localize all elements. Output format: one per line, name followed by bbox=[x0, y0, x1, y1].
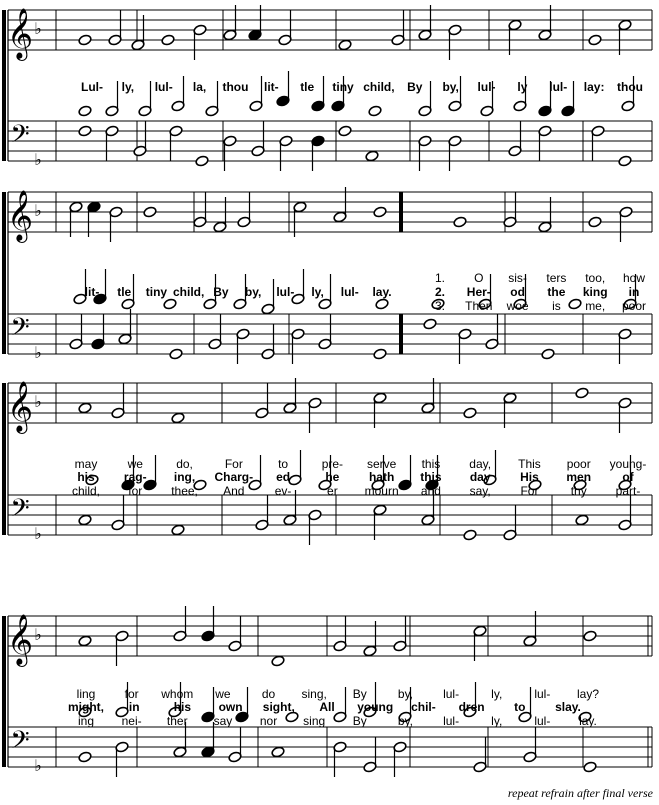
refrain-lyric: lay. bbox=[372, 285, 392, 299]
verse-1-lyric: lul- bbox=[443, 687, 460, 701]
system-bracket bbox=[2, 10, 6, 161]
verse-3-lyric: sing bbox=[303, 714, 326, 728]
treble-note bbox=[78, 635, 92, 647]
verse-2-lyric: his bbox=[173, 700, 192, 714]
verse-2-lyric: ing, bbox=[173, 470, 196, 484]
verse-3-lyric: say, bbox=[469, 484, 491, 498]
refrain-lyric: by, bbox=[442, 80, 459, 94]
flat-key-signature-icon: ♭ bbox=[34, 392, 42, 411]
verse-1-lyric: we bbox=[215, 687, 231, 701]
verse-1-lyric: sing, bbox=[301, 687, 327, 701]
bass-note bbox=[618, 155, 632, 167]
verse-2-lyric: Charg- bbox=[214, 470, 254, 484]
verse-3-lyric: poor bbox=[621, 299, 647, 313]
repeat-barline bbox=[399, 192, 403, 232]
verse-2-lyric: this bbox=[420, 470, 442, 484]
bass-upper-note bbox=[78, 105, 92, 117]
treble-note bbox=[373, 206, 387, 218]
flat-key-signature-icon: ♭ bbox=[34, 19, 42, 38]
verse-2-lyric: in bbox=[628, 285, 640, 299]
verse-3-lyric: er bbox=[327, 484, 338, 498]
treble-note bbox=[78, 34, 92, 46]
bass-note bbox=[171, 524, 185, 536]
verse-1-lyric: pre- bbox=[321, 457, 344, 471]
verse-1-lyric: ly, bbox=[491, 687, 503, 701]
verse-3-lyric: lul- bbox=[534, 714, 551, 728]
verse-2-lyric: rag- bbox=[123, 470, 147, 484]
verse-3-lyric: part- bbox=[615, 484, 641, 498]
verse-2-lyric: sight, bbox=[262, 700, 295, 714]
footer-note: repeat refrain after final verse bbox=[507, 786, 653, 800]
verse-2-lyric: All bbox=[319, 700, 335, 714]
verse-1-lyric: this bbox=[421, 457, 441, 471]
bass-note bbox=[78, 125, 92, 137]
verse-2-lyric: of bbox=[622, 470, 634, 484]
verse-1-lyric: ters bbox=[546, 271, 567, 285]
bass-note bbox=[575, 514, 589, 526]
treble-note bbox=[271, 655, 285, 667]
verse-3-lyric: say bbox=[213, 714, 233, 728]
refrain-lyric: lay: bbox=[583, 80, 605, 94]
verse-3-lyric: 3. bbox=[434, 299, 446, 313]
refrain-lyric: thou bbox=[222, 80, 249, 94]
treble-note bbox=[463, 407, 477, 419]
treble-note bbox=[338, 39, 352, 51]
repeat-barline bbox=[399, 314, 403, 354]
verse-3-lyric: for bbox=[128, 484, 143, 498]
treble-clef-icon: 𝄞 bbox=[6, 190, 34, 241]
verse-1-lyric: whom bbox=[161, 687, 194, 701]
verse-1-lyric: young- bbox=[609, 457, 647, 471]
system-bracket bbox=[2, 192, 6, 354]
treble-note bbox=[171, 412, 185, 424]
treble-note bbox=[453, 216, 467, 228]
refrain-lyric: Lul- bbox=[81, 80, 103, 94]
bass-note bbox=[169, 348, 183, 360]
verse-1-lyric: by, bbox=[397, 687, 414, 701]
refrain-lyric: by, bbox=[244, 285, 262, 299]
refrain-lyric: tiny bbox=[332, 80, 354, 94]
treble-clef-icon: 𝄞 bbox=[6, 614, 34, 665]
verse-3-lyric: and bbox=[420, 484, 441, 498]
verse-3-lyric: lul- bbox=[443, 714, 460, 728]
verse-1-lyric: By bbox=[352, 687, 367, 701]
refrain-lyric: lul- bbox=[477, 80, 496, 94]
refrain-lyric: lul- bbox=[154, 80, 173, 94]
verse-3-lyric: ev- bbox=[274, 484, 292, 498]
verse-1-lyric: day, bbox=[469, 457, 492, 471]
verse-1-lyric: do, bbox=[176, 457, 193, 471]
verse-2-lyric: dren bbox=[458, 700, 485, 714]
verse-1-lyric: ling bbox=[76, 687, 96, 701]
verse-1-lyric: poor bbox=[566, 457, 591, 471]
verse-1-lyric: do bbox=[261, 687, 276, 701]
verse-2-lyric: hath bbox=[368, 470, 395, 484]
bass-clef-icon: 𝄢 bbox=[10, 494, 30, 529]
verse-3-lyric: nor bbox=[259, 714, 278, 728]
refrain-lyric: lit- bbox=[84, 285, 100, 299]
verse-3-lyric: ing bbox=[77, 714, 95, 728]
bass-note bbox=[541, 348, 555, 360]
verse-2-lyric: in bbox=[128, 700, 140, 714]
refrain-lyric: By bbox=[213, 285, 229, 299]
bass-note bbox=[78, 751, 92, 763]
refrain-lyric: tiny bbox=[145, 285, 168, 299]
verse-1-lyric: for bbox=[124, 687, 139, 701]
verse-2-lyric: men bbox=[566, 470, 592, 484]
bass-note bbox=[78, 514, 92, 526]
flat-key-signature-icon: ♭ bbox=[34, 756, 42, 775]
bass-upper-note bbox=[368, 105, 382, 117]
system-bracket bbox=[2, 383, 6, 535]
refrain-lyric: By bbox=[407, 80, 423, 94]
verse-2-lyric: slay. bbox=[555, 700, 581, 714]
verse-1-lyric: This bbox=[518, 457, 541, 471]
verse-2-lyric: od bbox=[510, 285, 525, 299]
bass-note bbox=[271, 746, 285, 758]
refrain-lyric: thou bbox=[617, 80, 643, 94]
verse-1-lyric: to bbox=[278, 457, 289, 471]
refrain-lyric: ly, bbox=[121, 80, 135, 94]
refrain-lyric: lul- bbox=[276, 285, 295, 299]
bass-upper-note bbox=[568, 298, 582, 310]
refrain-lyric: ly bbox=[517, 80, 528, 94]
verse-3-lyric: nei- bbox=[121, 714, 142, 728]
verse-1-lyric: lay? bbox=[576, 687, 600, 701]
verse-1-lyric: lul- bbox=[534, 687, 551, 701]
refrain-lyric: lul- bbox=[340, 285, 359, 299]
treble-note bbox=[583, 630, 597, 642]
bass-note bbox=[365, 150, 379, 162]
system-bracket bbox=[2, 616, 6, 767]
verse-2-lyric: king bbox=[582, 285, 608, 299]
bass-note bbox=[195, 155, 209, 167]
verse-3-lyric: by, bbox=[397, 714, 414, 728]
verse-3-lyric: Then bbox=[465, 299, 493, 313]
bass-note bbox=[583, 761, 597, 773]
verse-2-lyric: his bbox=[77, 470, 95, 484]
verse-2-lyric: might, bbox=[68, 700, 104, 714]
verse-2-lyric: 2. bbox=[434, 285, 446, 299]
verse-2-lyric: chil- bbox=[411, 700, 436, 714]
verse-2-lyric: His bbox=[520, 470, 539, 484]
bass-upper-note bbox=[375, 298, 389, 310]
bass-clef-icon: 𝄢 bbox=[10, 726, 30, 761]
verse-3-lyric: thee, bbox=[171, 484, 198, 498]
treble-note bbox=[588, 216, 602, 228]
verse-2-lyric: the bbox=[547, 285, 566, 299]
verse-3-lyric: ther bbox=[166, 714, 188, 728]
verse-2-lyric: own bbox=[218, 700, 243, 714]
flat-key-signature-icon: ♭ bbox=[34, 343, 42, 362]
verse-3-lyric: By bbox=[352, 714, 367, 728]
verse-1-lyric: we bbox=[127, 457, 143, 471]
verse-1-lyric: too, bbox=[585, 271, 606, 285]
bass-note bbox=[423, 318, 437, 330]
verse-1-lyric: how bbox=[622, 271, 646, 285]
verse-1-lyric: O bbox=[474, 271, 484, 285]
flat-key-signature-icon: ♭ bbox=[34, 524, 42, 543]
verse-1-lyric: serve bbox=[366, 457, 397, 471]
verse-3-lyric: mourn bbox=[364, 484, 399, 498]
verse-2-lyric: ed bbox=[276, 470, 291, 484]
refrain-lyric: child, bbox=[363, 80, 395, 94]
refrain-lyric: ly, bbox=[311, 285, 324, 299]
verse-3-lyric: ly, bbox=[491, 714, 503, 728]
treble-note bbox=[143, 206, 157, 218]
flat-key-signature-icon: ♭ bbox=[34, 150, 42, 169]
treble-note bbox=[588, 34, 602, 46]
bass-clef-icon: 𝄢 bbox=[10, 120, 30, 155]
verse-3-lyric: child, bbox=[71, 484, 101, 498]
verse-1-lyric: 1. bbox=[434, 271, 446, 285]
verse-3-lyric: thy bbox=[570, 484, 587, 498]
bass-clef-icon: 𝄢 bbox=[10, 313, 30, 348]
refrain-lyric: child, bbox=[172, 285, 205, 299]
refrain-lyric: tle bbox=[117, 285, 132, 299]
verse-3-lyric: woe bbox=[506, 299, 529, 313]
verse-2-lyric: day bbox=[469, 470, 491, 484]
bass-note bbox=[373, 348, 387, 360]
verse-1-lyric: For bbox=[224, 457, 243, 471]
flat-key-signature-icon: ♭ bbox=[34, 201, 42, 220]
treble-clef-icon: 𝄞 bbox=[6, 8, 34, 59]
bass-note bbox=[463, 529, 477, 541]
verse-3-lyric: For bbox=[520, 484, 539, 498]
refrain-lyric: lit- bbox=[263, 80, 279, 94]
verse-1-lyric: sis- bbox=[508, 271, 527, 285]
verse-2-lyric: young bbox=[357, 700, 394, 714]
verse-3-lyric: And bbox=[223, 484, 245, 498]
verse-3-lyric: lay. bbox=[579, 714, 597, 728]
refrain-lyric: tle bbox=[300, 80, 315, 94]
treble-note bbox=[78, 402, 92, 414]
verse-1-lyric: may bbox=[74, 457, 98, 471]
refrain-lyric: la, bbox=[192, 80, 207, 94]
treble-note bbox=[575, 387, 589, 399]
verse-3-lyric: me, bbox=[585, 299, 606, 313]
verse-2-lyric: he bbox=[325, 470, 340, 484]
refrain-lyric: lul- bbox=[549, 80, 568, 94]
verse-2-lyric: Her- bbox=[466, 285, 491, 299]
treble-clef-icon: 𝄞 bbox=[6, 381, 34, 432]
verse-3-lyric: is bbox=[552, 299, 561, 313]
treble-note bbox=[161, 34, 175, 46]
verse-2-lyric: to bbox=[514, 700, 526, 714]
flat-key-signature-icon: ♭ bbox=[34, 625, 42, 644]
bass-note bbox=[338, 125, 352, 137]
bass-upper-note bbox=[163, 298, 177, 310]
